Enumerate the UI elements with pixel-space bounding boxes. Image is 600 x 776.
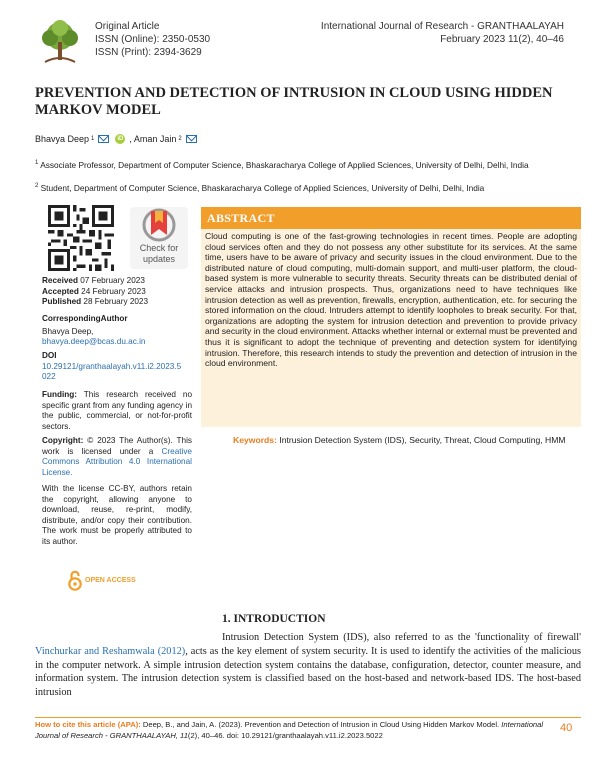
issue-info: February 2023 11(2), 40–46 [440,34,564,45]
keywords [233,435,583,445]
article-type: Original Article [95,21,160,32]
orcid-icon[interactable]: iD [117,136,124,142]
copyright-text: © 2023 The Author(s). This work is licensed under a [42,436,192,456]
aff-1-sup: 1 [35,160,39,166]
open-access-text: OPEN ACCESS [85,576,136,584]
corresponding-author-label: CorrespondingAuthor [42,314,128,323]
author-2-sup: 2 [178,136,182,142]
aff-2-text: Student, Department of Computer Science, Bhaskaracharya College of Applied Sciences, University of Delhi, Delhi, India [38,182,485,193]
corresponding-author-name: Bhavya Deep, [42,326,94,336]
published-date: 28 February 2023 [81,297,149,306]
doi-block [42,351,192,383]
doi-link[interactable]: 10.29121/granthaalayah.v11.i2.2023.5022 [42,361,182,381]
author-1-sup: 1 [91,136,95,142]
received-label: Received [42,276,78,285]
license-link[interactable]: Creative Commons Attribution 4.0 International License. [42,446,192,477]
intro-citation-link[interactable]: Vinchurkar and Reshamwala (2012) [35,645,186,657]
doi-label: DOI [42,351,57,360]
open-access-logo[interactable] [68,567,158,593]
introduction-heading: 1. INTRODUCTION [222,613,326,625]
accepted-date: 24 February 2023 [78,286,146,296]
corresponding-author-email[interactable]: bhavya.deep@bcas.du.ac.in [42,337,146,346]
check-for-updates-line2: updates [142,254,176,264]
issn-print: ISSN (Print): 2394-3629 [95,47,202,58]
email-icon[interactable] [186,135,197,143]
check-for-updates-line1: Check for [139,243,179,253]
aff-2-sup: 2 [35,183,39,189]
intro-text-2: , acts as the key element of system security. It is used to identify the activities of the malicious in the computer network. A simple intrusion detection system contains the database, configuration, detector, counter measure, and information system. The intrusion detection system is classified based on the host-based and network-based IDS. The host-based intrusion [35,645,581,699]
bookmark-ribbon-icon [130,207,188,243]
open-lock-icon [68,570,82,591]
accepted-label: Accepted [42,286,79,296]
aff-1-text: Associate Professor, Department of Computer Science, Bhaskaracharya College of Applied Sciences, University of Delhi, Delhi, India [38,159,529,170]
email-icon[interactable] [98,135,109,143]
abstract-heading: ABSTRACT [201,207,581,229]
journal-name: International Journal of Research - GRANTHAALAYAH [320,21,564,32]
keywords-label: Keywords: [233,435,277,445]
footer-citation [35,720,545,741]
cite-text-a: Deep, B., and Jain, A. (2023). Prevention and Detection of Intrusion in Cloud Using Hidden Markov Model. [140,720,502,729]
received-row [42,276,192,287]
keywords-text: Intrusion Detection System (IDS), Security, Threat, Cloud Computing, HMM [276,435,566,445]
copyright-label: Copyright: [42,436,84,445]
published-label: Published [42,297,82,306]
copyright-block [42,436,192,478]
license-text: With the license CC-BY, authors retain the copyright, allowing anyone to download, reuse, re-print, modify, distribute, and/or copy their contribution. The work must be properly attributed to its author. [42,484,192,546]
dates-block [42,276,192,308]
issn-online: ISSN (Online): 2350-0530 [95,34,211,45]
funding-block [42,390,192,432]
author-2[interactable]: , Aman Jain [129,134,177,144]
affiliation-1 [35,158,570,171]
header-right [321,20,564,46]
funding-text: This research received no specific grant from any funding agency in the public, commercial, or not-for-profit sectors. [42,390,192,431]
corresponding-author-block [42,314,192,348]
accepted-row [42,287,192,298]
header-left [95,20,210,59]
page-number: 40 [560,722,573,734]
qr-code[interactable] [48,205,114,271]
author-1[interactable]: Bhavya Deep [35,134,90,144]
how-to-cite-label: How to cite this article (APA): [35,720,141,729]
article-title: PREVENTION AND DETECTION OF INTRUSION IN CLOUD USING HIDDEN MARKOV MODEL [35,85,553,118]
funding-label: Funding: [42,390,78,399]
journal-logo-tree-icon [35,18,85,68]
published-row [42,297,192,308]
received-date: 07 February 2023 [77,276,145,285]
affiliation-2 [35,181,570,194]
cite-journal: International Journal of Research - GRANTHAALAYAH, 11 [35,720,544,740]
introduction-paragraph [35,631,581,700]
author-line [35,134,199,144]
abstract-text: Cloud computing is one of the fast-growing technologies in recent times. People are adopting cloud services often and they do not possess any other substitute for its services. At the same time, users have to be aware of privacy and security issues in the cloud environment. Due to the distributed nature of cloud computing, multi-domain support, and multi-user platform, the cloud-based system is more vulnerable to security threats. Security threats can be distributed denial of service attacks and intrusion prospects. Thus, organizations need to have techniques like intrusion detection as well as prevention, firewalls, encryption, authentication, etc. for securing the stored information on the cloud. Intruders attempt to identify loopholes to break security. For that, organizations are adopting the system for intrusion detection and prevention to provide privacy and security in the cloud environment. Attacks whether internal or external must be prevented and thus it is significant to adopt the technique of preventing and detection system for identifying intrusion. Therefore, this research intends to study the prevention and detection of intrusion in the cloud environment. [205,231,577,369]
check-for-updates-badge[interactable] [130,207,188,269]
footer-divider [35,717,581,718]
intro-text-1: Intrusion Detection System (IDS), also referred to as the 'functionality of firewall' [222,632,581,643]
cite-text-b: (2), 40–46. doi: 10.29121/granthaalayah.v11.i2.2023.5022 [187,730,383,740]
